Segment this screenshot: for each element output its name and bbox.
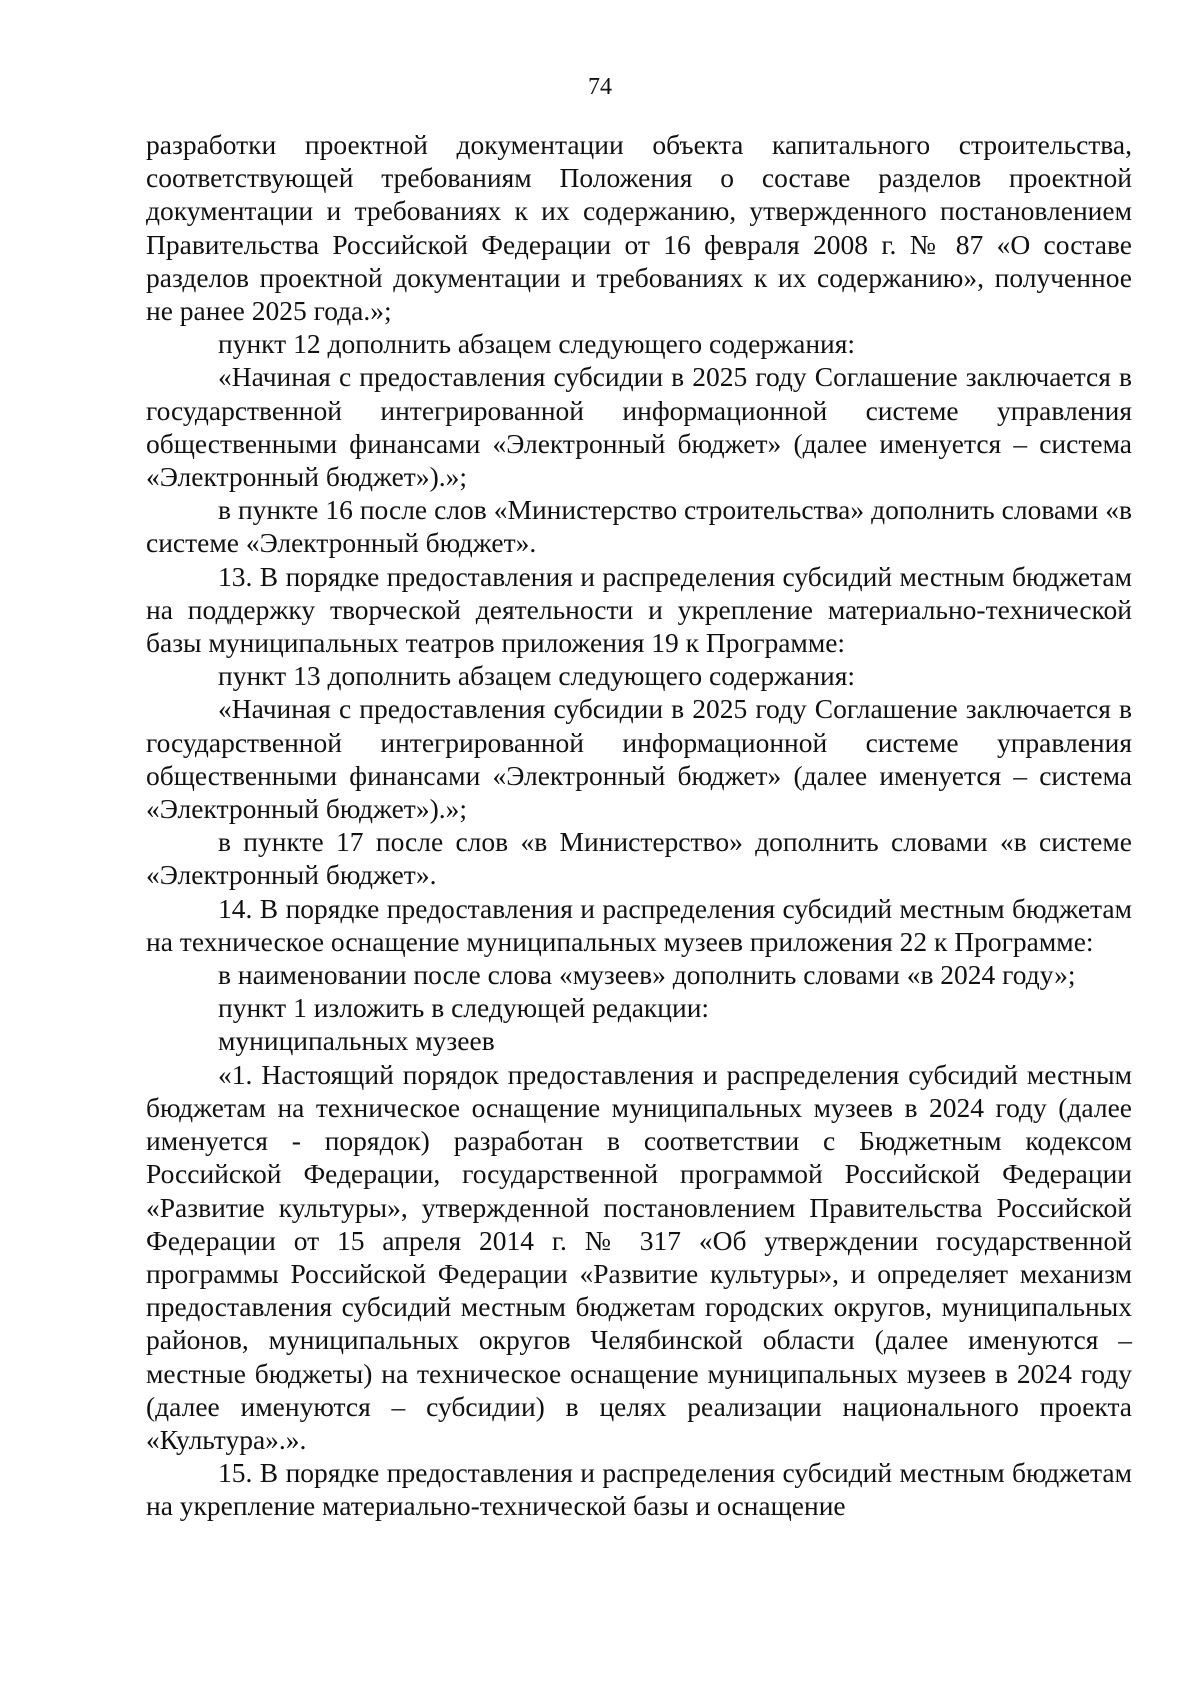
paragraph: в пункте 16 после слов «Министерство строительства» дополнить словами «в системе «Электронный бюджет». xyxy=(146,494,1132,559)
paragraph: 13. В порядке предоставления и распределения субсидий местным бюджетам на поддержку творческой деятельности и укрепление материально-технической базы муниципальных театров приложения 19 к Программе: xyxy=(146,560,1132,659)
paragraph: пункт 13 дополнить абзацем следующего содержания: xyxy=(218,660,856,692)
page-number: 74 xyxy=(588,74,612,100)
document-body xyxy=(146,128,1132,1523)
paragraph: пункт 1 изложить в следующей редакции: xyxy=(218,992,710,1024)
paragraph: «Начиная с предоставления субсидии в 2025 году Соглашение заключается в государственной интегрированной информационной системе управления общественными финансами «Электронный бюджет» (далее именуется – система «Электронный бюджет»).»; xyxy=(146,361,1132,493)
paragraph: в наименовании после слова «музеев» дополнить словами «в 2024 году»; xyxy=(218,959,1076,991)
paragraph: разработки проектной документации объекта капитального строительства, соответствующей требованиям Положения о составе разделов проектной документации и требованиях к их содержанию, утвержденного постановлением Правительства Российской Федерации от 16 февраля 2008 г. № 87 «О составе разделов проектной документации и требованиях к их содержанию», полученное не ранее 2025 года.»; xyxy=(146,129,1132,327)
paragraph: муниципальных музеев xyxy=(218,1025,495,1057)
paragraph: 14. В порядке предоставления и распределения субсидий местным бюджетам на техническое оснащение муниципальных музеев приложения 22 к Программе: xyxy=(146,892,1132,957)
paragraph: «Начиная с предоставления субсидии в 2025 году Соглашение заключается в государственной интегрированной информационной системе управления общественными финансами «Электронный бюджет» (далее именуется – система «Электронный бюджет»).»; xyxy=(146,693,1132,825)
paragraph: «1. Настоящий порядок предоставления и распределения субсидий местным бюджетам на техническое оснащение муниципальных музеев в 2024 году (далее именуется - порядок) разработан в соответствии с Бюджетным кодексом Российской Федерации, государственной программой Российской Федерации «Развитие культуры», утвержденной постановлением Правительства Российской Федерации от 15 апреля 2014 г. № 317 «Об утверждении государственной программы Российской Федерации «Развитие культуры», и определяет механизм предоставления субсидий местным бюджетам городских округов, муниципальных районов, муниципальных округов Челябинской области (далее именуются – местные бюджеты) на техническое оснащение муниципальных музеев в 2024 году (далее именуются – субсидии) в целях реализации национального проекта «Культура».». xyxy=(146,1058,1132,1455)
paragraph: пункт 12 дополнить абзацем следующего содержания: xyxy=(218,328,856,360)
paragraph: в пункте 17 после слов «в Министерство» дополнить словами «в системе «Электронный бюджет». xyxy=(146,826,1132,891)
paragraph: 15. В порядке предоставления и распределения субсидий местным бюджетам на укрепление материально-технической базы и оснащение xyxy=(146,1457,1132,1522)
